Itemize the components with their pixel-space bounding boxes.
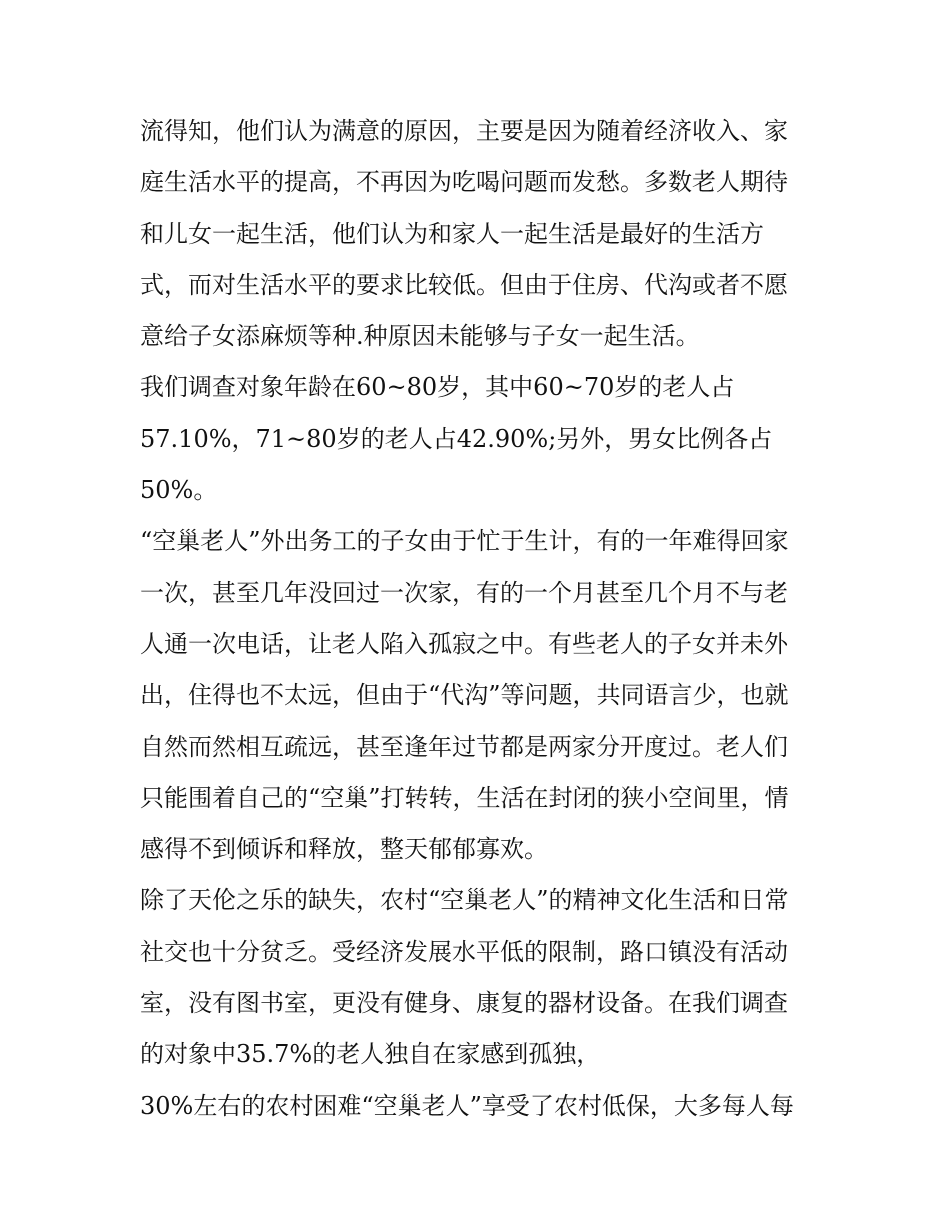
body-text [140,111,820,1137]
text-line: 除了天伦之乐的缺失，农村“空巢老人”的精神文化生活和日常 [140,886,789,915]
text-line: 的对象中35.7%的老人独自在家感到孤独， [140,1040,601,1069]
text-line: 意给子女添麻烦等种.种原因未能够与子女一起生活。 [140,322,700,351]
text-line: 我们调查对象年龄在60~80岁，其中60~70岁的老人占 [140,373,735,402]
text-line: 社交也十分贫乏。受经济发展水平低的限制，路口镇没有活动 [140,937,788,966]
text-line: 室，没有图书室，更没有健身、康复的器材设备。在我们调查 [140,989,788,1018]
text-line: 自然而然相互疏远，甚至逢年过节都是两家分开度过。老人们 [140,732,788,761]
text-line: “空巢老人”外出务工的子女由于忙于生计，有的一年难得回家 [140,527,789,556]
text-line: 出，住得也不太远，但由于“代沟”等问题，共同语言少，也就 [140,681,789,710]
text-line: 50%。 [140,476,218,505]
text-line: 只能围着自己的“空巢”打转转，生活在封闭的狭小空间里，情 [140,783,789,812]
text-line: 式，而对生活水平的要求比较低。但由于住房、代沟或者不愿 [140,270,788,299]
text-line: 感得不到倾诉和释放，整天郁郁寡欢。 [140,835,548,864]
text-line: 庭生活水平的提高，不再因为吃喝问题而发愁。多数老人期待 [140,168,788,197]
text-line: 一次，甚至几年没回过一次家，有的一个月甚至几个月不与老 [140,578,788,607]
text-line: 人通一次电话，让老人陷入孤寂之中。有些老人的子女并未外 [140,629,788,658]
text-line: 流得知，他们认为满意的原因，主要是因为随着经济收入、家 [140,117,788,145]
text-line: 30%左右的农村困难“空巢老人”享受了农村低保，大多每人每 [140,1091,794,1120]
text-line: 和儿女一起生活，他们认为和家人一起生活是最好的生活方 [140,219,764,248]
text-line: 57.10%，71~80岁的老人占42.90%;另外，男女比例各占 [140,424,773,453]
